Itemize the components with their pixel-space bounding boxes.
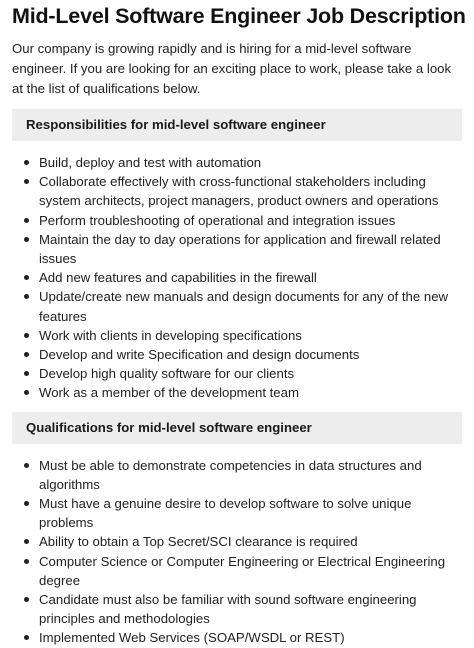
list-item-text: Implemented Web Services (SOAP/WSDL or REST)	[39, 630, 345, 646]
bullet-icon	[24, 635, 29, 640]
list-item-text: Ability to obtain a Top Secret/SCI clearance is required	[39, 534, 358, 550]
list-item-text: Work as a member of the development team	[39, 385, 299, 401]
list-item-text: Must be able to demonstrate competencies in data structures and algorithms	[39, 457, 422, 492]
list-item	[24, 230, 462, 268]
qualifications-list	[12, 456, 462, 648]
list-item-text: Build, deploy and test with automation	[39, 155, 262, 170]
list-item-text: Update/create new manuals and design documents for any of the new features	[39, 289, 449, 324]
list-item-text: Collaborate effectively with cross-functional stakeholders including system architects, project managers, product owners and operations	[39, 174, 439, 209]
bullet-icon	[24, 597, 29, 602]
intro-paragraph: Our company is growing rapidly and is hiring for a mid-level software engineer. If you are looking for an exciting place to work, please take a look at the list of qualifications below.	[12, 41, 452, 96]
list-item	[24, 383, 462, 402]
list-item-text: Work with clients in developing specifications	[39, 327, 302, 343]
qualifications-heading: Qualifications for mid-level software engineer	[12, 412, 462, 444]
list-item	[24, 268, 462, 287]
list-item	[24, 364, 462, 383]
list-item	[24, 345, 462, 364]
list-item	[24, 552, 462, 590]
list-item	[24, 172, 462, 210]
bullet-icon	[24, 501, 29, 506]
list-item-text: Add new features and capabilities in the firewall	[39, 270, 317, 286]
list-item-text: Develop and write Specification and design documents	[39, 347, 360, 363]
list-item-text: Develop high quality software for our clients	[39, 366, 295, 382]
bullet-icon	[24, 539, 29, 544]
list-item	[24, 287, 462, 325]
list-item	[24, 628, 462, 647]
list-item	[24, 590, 462, 628]
bullet-icon	[24, 179, 29, 184]
list-item-text: Candidate must also be familiar with sound software engineering principles and methodologies	[39, 592, 417, 627]
bullet-icon	[24, 275, 29, 280]
list-item	[24, 153, 462, 172]
bullet-icon	[24, 463, 29, 468]
page-title: Mid-Level Software Engineer Job Description	[12, 4, 466, 28]
bullet-icon	[24, 352, 29, 357]
list-item	[24, 326, 462, 345]
list-item	[24, 494, 462, 532]
list-item	[24, 532, 462, 551]
bullet-icon	[24, 371, 29, 376]
bullet-icon	[24, 237, 29, 242]
list-item-text: Must have a genuine desire to develop software to solve unique problems	[39, 496, 412, 531]
responsibilities-heading: Responsibilities for mid-level software engineer	[12, 109, 462, 141]
list-item-text: Perform troubleshooting of operational and integration issues	[39, 212, 396, 228]
list-item-text: Maintain the day to day operations for application and firewall related issues	[39, 231, 441, 267]
list-item	[24, 456, 462, 494]
bullet-icon	[24, 294, 29, 299]
bullet-icon	[24, 559, 29, 564]
bullet-icon	[24, 160, 29, 165]
bullet-icon	[24, 390, 29, 395]
bullet-icon	[24, 333, 29, 338]
bullet-icon	[24, 218, 29, 223]
responsibilities-list	[12, 153, 462, 403]
list-item	[24, 211, 462, 230]
list-item-text: Computer Science or Computer Engineering or Electrical Engineering degree	[39, 553, 446, 588]
